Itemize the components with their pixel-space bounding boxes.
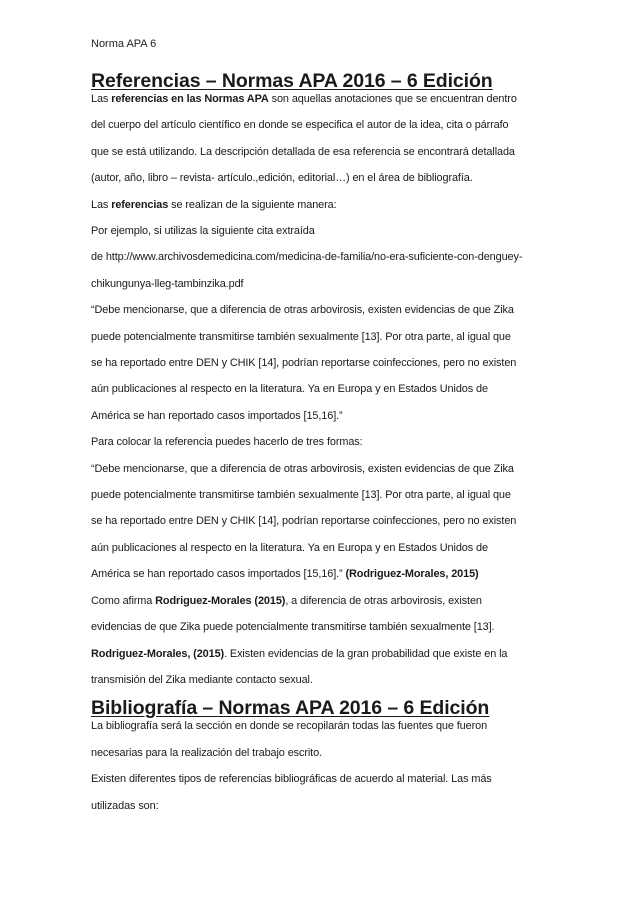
form3-line-2: transmisión del Zika mediante contacto sexual. [91, 673, 313, 686]
quote2-line-2: puede potencialmente transmitirse también sexualmente [13]. Por otra parte, al igual que [91, 489, 511, 502]
intro-line-2: del cuerpo del artículo científico en donde se especifica el autor de la idea, cita o párrafo [91, 119, 509, 132]
three-forms-line: Para colocar la referencia puedes hacerlo de tres formas: [91, 436, 363, 449]
form2-line-2: evidencias de que Zika puede potencialmente transmitirse también sexualmente [13]. [91, 621, 495, 634]
bib-line-3: Existen diferentes tipos de referencias bibliográficas de acuerdo al material. Las más [91, 773, 492, 786]
quote1-line-3: se ha reportado entre DEN y CHIK [14], podrían reportarse coinfecciones, pero no existen [91, 357, 517, 370]
quote1-line-2: puede potencialmente transmitirse también sexualmente [13]. Por otra parte, al igual que [91, 330, 511, 343]
bib-line-1: La bibliografía será la sección en donde se recopilarán todas las fuentes que fueron [91, 720, 488, 733]
bibliography-heading: Bibliografía – Normas APA 2016 – 6 Edición [91, 697, 490, 720]
source-url-line-1: de http://www.archivosdemedicina.com/medicina-de-familia/no-era-suficiente-con-denguey- [91, 251, 523, 264]
document-body [91, 70, 561, 819]
quote2-line-5: América se han reportado casos importados [15,16].” (Rodriguez-Morales, 2015) [91, 568, 479, 581]
intro-line-3: que se está utilizando. La descripción detallada de esa referencia se encontrará detallada [91, 145, 515, 158]
quote1-line-5: América se han reportado casos importados [15,16].” [91, 409, 343, 422]
citation-bold: (Rodriguez-Morales, 2015) [345, 568, 479, 581]
form3-line-1: Rodriguez-Morales, (2015). Existen evidencias de la gran probabilidad que existe en la [91, 647, 508, 660]
running-header: Norma APA 6 [91, 38, 157, 50]
intro-line-4: (autor, año, libro – revista- artículo.,edición, editorial…) en el área de bibliografía. [91, 172, 473, 185]
source-url-line-2: chikungunya-lleg-tambinzika.pdf [91, 277, 244, 290]
quote1-line-4: aún publicaciones al respecto en la literatura. Ya en Europa y en Estados Unidos de [91, 383, 488, 396]
how-to-line: Las referencias se realizan de la siguiente manera: [91, 198, 337, 211]
intro-line-1: Las referencias en las Normas APA son aquellas anotaciones que se encuentran dentro [91, 93, 517, 105]
quote1-line-1: “Debe mencionarse, que a diferencia de otras arbovirosis, existen evidencias de que Zika [91, 304, 514, 317]
quote2-line-4: aún publicaciones al respecto en la literatura. Ya en Europa y en Estados Unidos de [91, 541, 488, 554]
quote2-line-1: “Debe mencionarse, que a diferencia de otras arbovirosis, existen evidencias de que Zika [91, 462, 514, 475]
bib-line-4: utilizadas son: [91, 799, 159, 812]
form2-line-1: Como afirma Rodriguez-Morales (2015), a diferencia de otras arbovirosis, existen [91, 594, 482, 607]
example-line: Por ejemplo, si utilizas la siguiente cita extraída [91, 225, 315, 238]
bib-line-2: necesarias para la realización del trabajo escrito. [91, 746, 322, 759]
references-heading: Referencias – Normas APA 2016 – 6 Edición [91, 70, 493, 92]
quote2-line-3: se ha reportado entre DEN y CHIK [14], podrían reportarse coinfecciones, pero no existen [91, 515, 517, 528]
